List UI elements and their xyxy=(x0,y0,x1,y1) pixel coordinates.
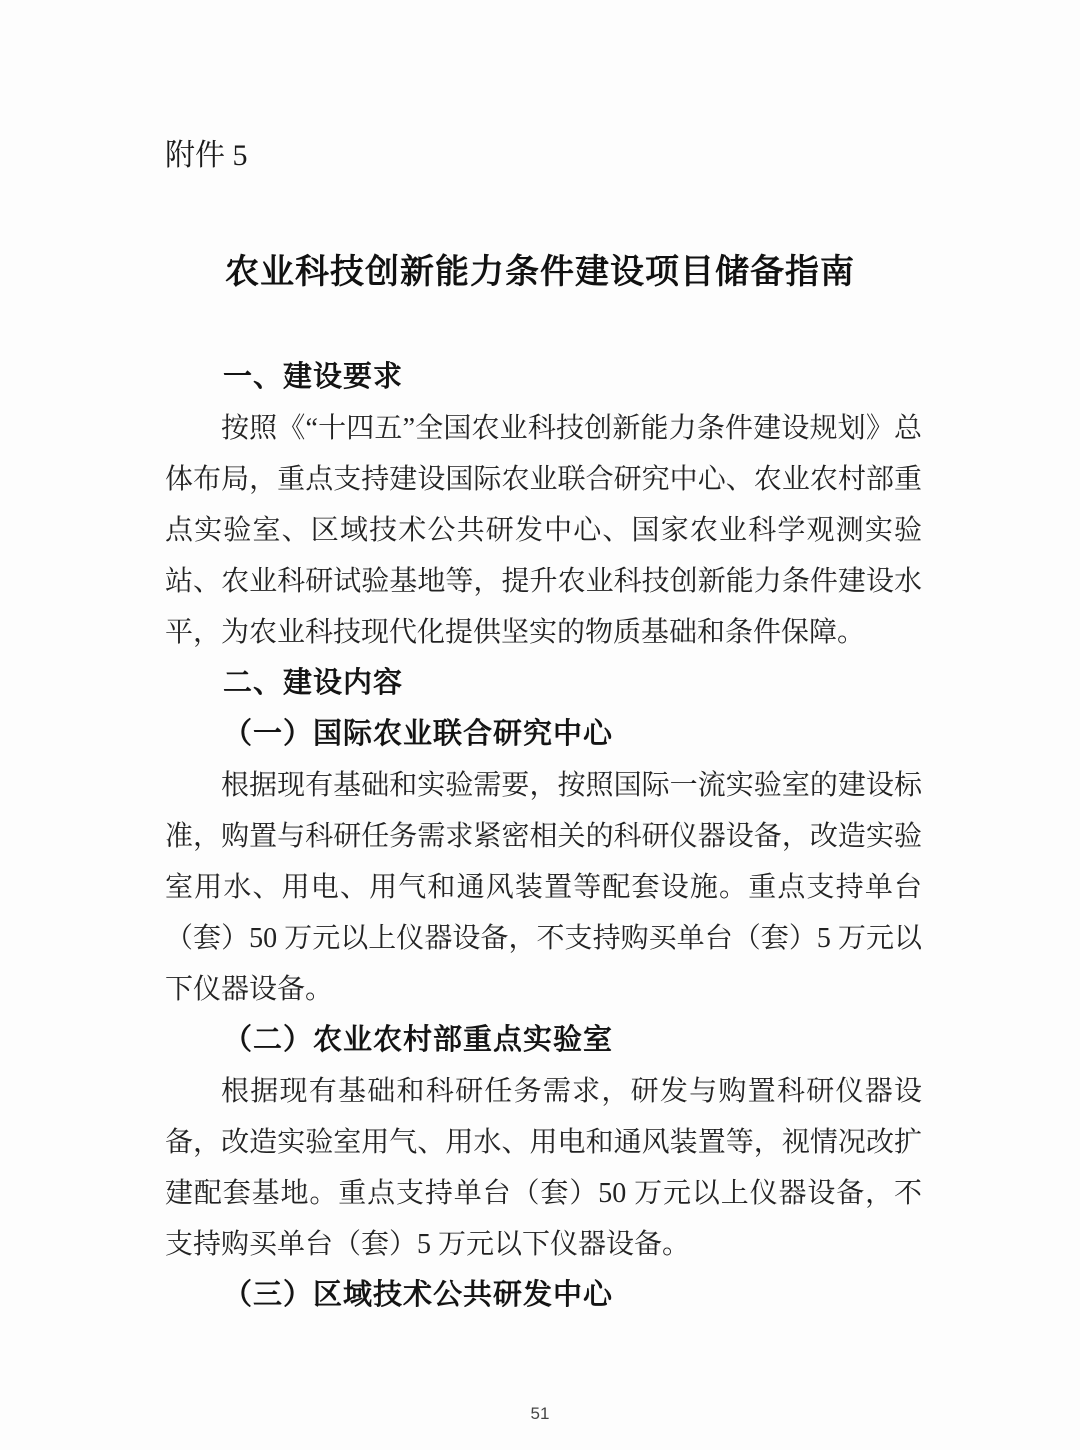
paragraph-international-research-center: 根据现有基础和实验需要，按照国际一流实验室的建设标准，购置与科研任务需求紧密相关的科研仪器设备，改造实验室用水、用电、用气和通风装置等配套设施。重点支持单台（套）50 万元以上仪器设备，不支持购买单台（套）5 万元以下仪器设备。 xyxy=(165,770,922,1005)
document-title: 农业科技创新能力条件建设项目储备指南 xyxy=(225,253,855,291)
attachment-label: 附件 5 xyxy=(165,139,248,172)
paragraph-key-laboratory: 根据现有基础和科研任务需求，研发与购置科研仪器设备，改造实验室用气、用水、用电和通风装置等，视情况改扩建配套基地。重点支持单台（套）50 万元以上仪器设备，不支持购买单台（套）5 万元以下仪器设备。 xyxy=(165,1076,922,1260)
page-number: 51 xyxy=(530,1404,550,1423)
paragraph-construction-requirements: 按照《“十四五”全国农业科技创新能力条件建设规划》总体布局，重点支持建设国际农业联合研究中心、农业农村部重点实验室、区域技术公共研发中心、国家农业科学观测实验站、农业科研试验基地等，提升农业科技创新能力条件建设水平，为农业科技现代化提供坚实的物质基础和条件保障。 xyxy=(165,413,922,648)
section-heading-construction-content: 二、建设内容 xyxy=(223,667,404,699)
document-body xyxy=(165,352,922,1321)
subsection-heading-international-research-center: （一）国际农业联合研究中心 xyxy=(223,718,614,750)
subsection-heading-key-laboratory: （二）农业农村部重点实验室 xyxy=(223,1024,614,1056)
subsection-heading-regional-rd-center: （三）区域技术公共研发中心 xyxy=(223,1279,614,1311)
section-heading-construction-requirements: 一、建设要求 xyxy=(223,361,404,393)
